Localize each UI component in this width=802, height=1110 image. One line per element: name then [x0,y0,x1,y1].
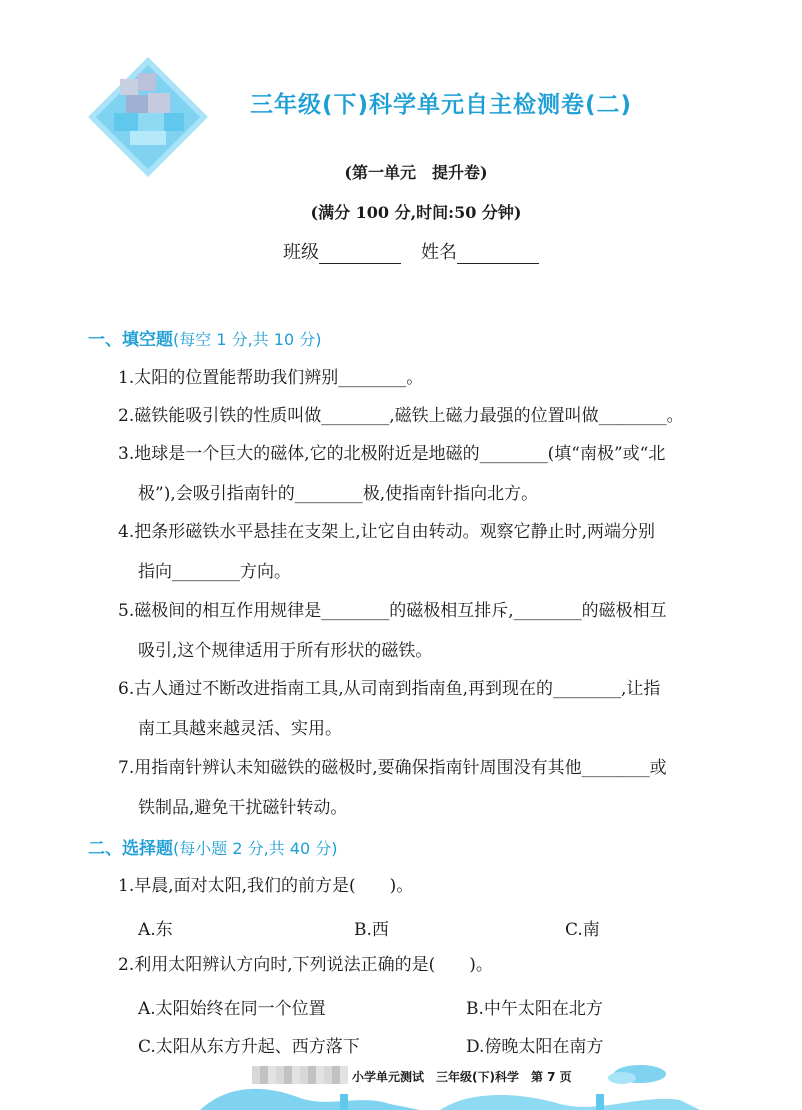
question-1 [118,358,778,398]
section-1-note: (每空 1 分,共 10 分) [173,330,322,349]
score-time: (满分 100 分,时间:50 分钟) [310,203,522,222]
section-1-title: 一、填空题 [88,330,173,350]
question-6 [118,669,778,749]
question-text-cont: 极”),会吸引指南针的________极,使指南针指向北方。 [138,484,539,504]
question-text-cont: 南工具越来越灵活、实用。 [138,719,342,739]
section-2-note: (每小题 2 分,共 40 分) [173,839,338,858]
blurred-logo [252,1066,348,1084]
class-label: 班级 [283,242,319,263]
choice-question-1 [118,866,778,906]
option-c[interactable]: C.太阳从东方升起、西方落下 [138,1037,360,1057]
student-info [0,238,802,264]
class-field[interactable] [319,245,401,264]
question-7 [118,748,778,828]
question-text: 6.古人通过不断改进指南工具,从司南到指南鱼,再到现在的________,让指 [118,679,661,699]
question-4 [118,512,778,592]
option-a[interactable]: A.东 [138,920,173,940]
page-title: 三年级(下)科学单元自主检测卷(二) [249,92,633,118]
option-d[interactable]: D.傍晚太阳在南方 [466,1037,604,1057]
question-text: 7.用指南针辨认未知磁铁的磁极时,要确保指南针周围没有其他________或 [118,758,667,778]
section-2-title: 二、选择题 [88,839,173,859]
section-1-heading [88,325,321,350]
name-field[interactable] [457,245,539,264]
name-label: 姓名 [421,242,457,263]
question-5 [118,591,778,671]
question-3 [118,434,778,514]
question-text: 1.早晨,面对太阳,我们的前方是( )。 [118,876,414,896]
question-text: 1.太阳的位置能帮助我们辨别________。 [118,368,424,388]
section-2-heading [88,834,337,859]
question-text: 2.利用太阳辨认方向时,下列说法正确的是( )。 [118,955,493,975]
question-text: 5.磁极间的相互作用规律是________的磁极相互排斥,________的磁极相互 [118,601,667,621]
option-b[interactable]: B.中午太阳在北方 [466,999,603,1019]
question-2 [118,396,778,436]
choice-question-2 [118,945,778,985]
option-c[interactable]: C.南 [565,920,600,940]
question-text: 4.把条形磁铁水平悬挂在支架上,让它自由转动。观察它静止时,两端分别 [118,522,656,542]
unit-subtitle: (第一单元 提升卷) [344,163,488,182]
question-text: 3.地球是一个巨大的磁体,它的北极附近是地磁的________(填“南极”或“北 [118,444,666,464]
footer-page-info: 小学单元测试 三年级(下)科学 第 7 页 [352,1070,572,1084]
option-b[interactable]: B.西 [354,920,389,940]
option-a[interactable]: A.太阳始终在同一个位置 [138,999,326,1019]
question-text-cont: 铁制品,避免干扰磁针转动。 [138,798,348,818]
question-text: 2.磁铁能吸引铁的性质叫做________,磁铁上磁力最强的位置叫做________。 [118,406,684,426]
question-text-cont: 指向________方向。 [138,562,291,582]
question-text-cont: 吸引,这个规律适用于所有形状的磁铁。 [138,641,433,661]
